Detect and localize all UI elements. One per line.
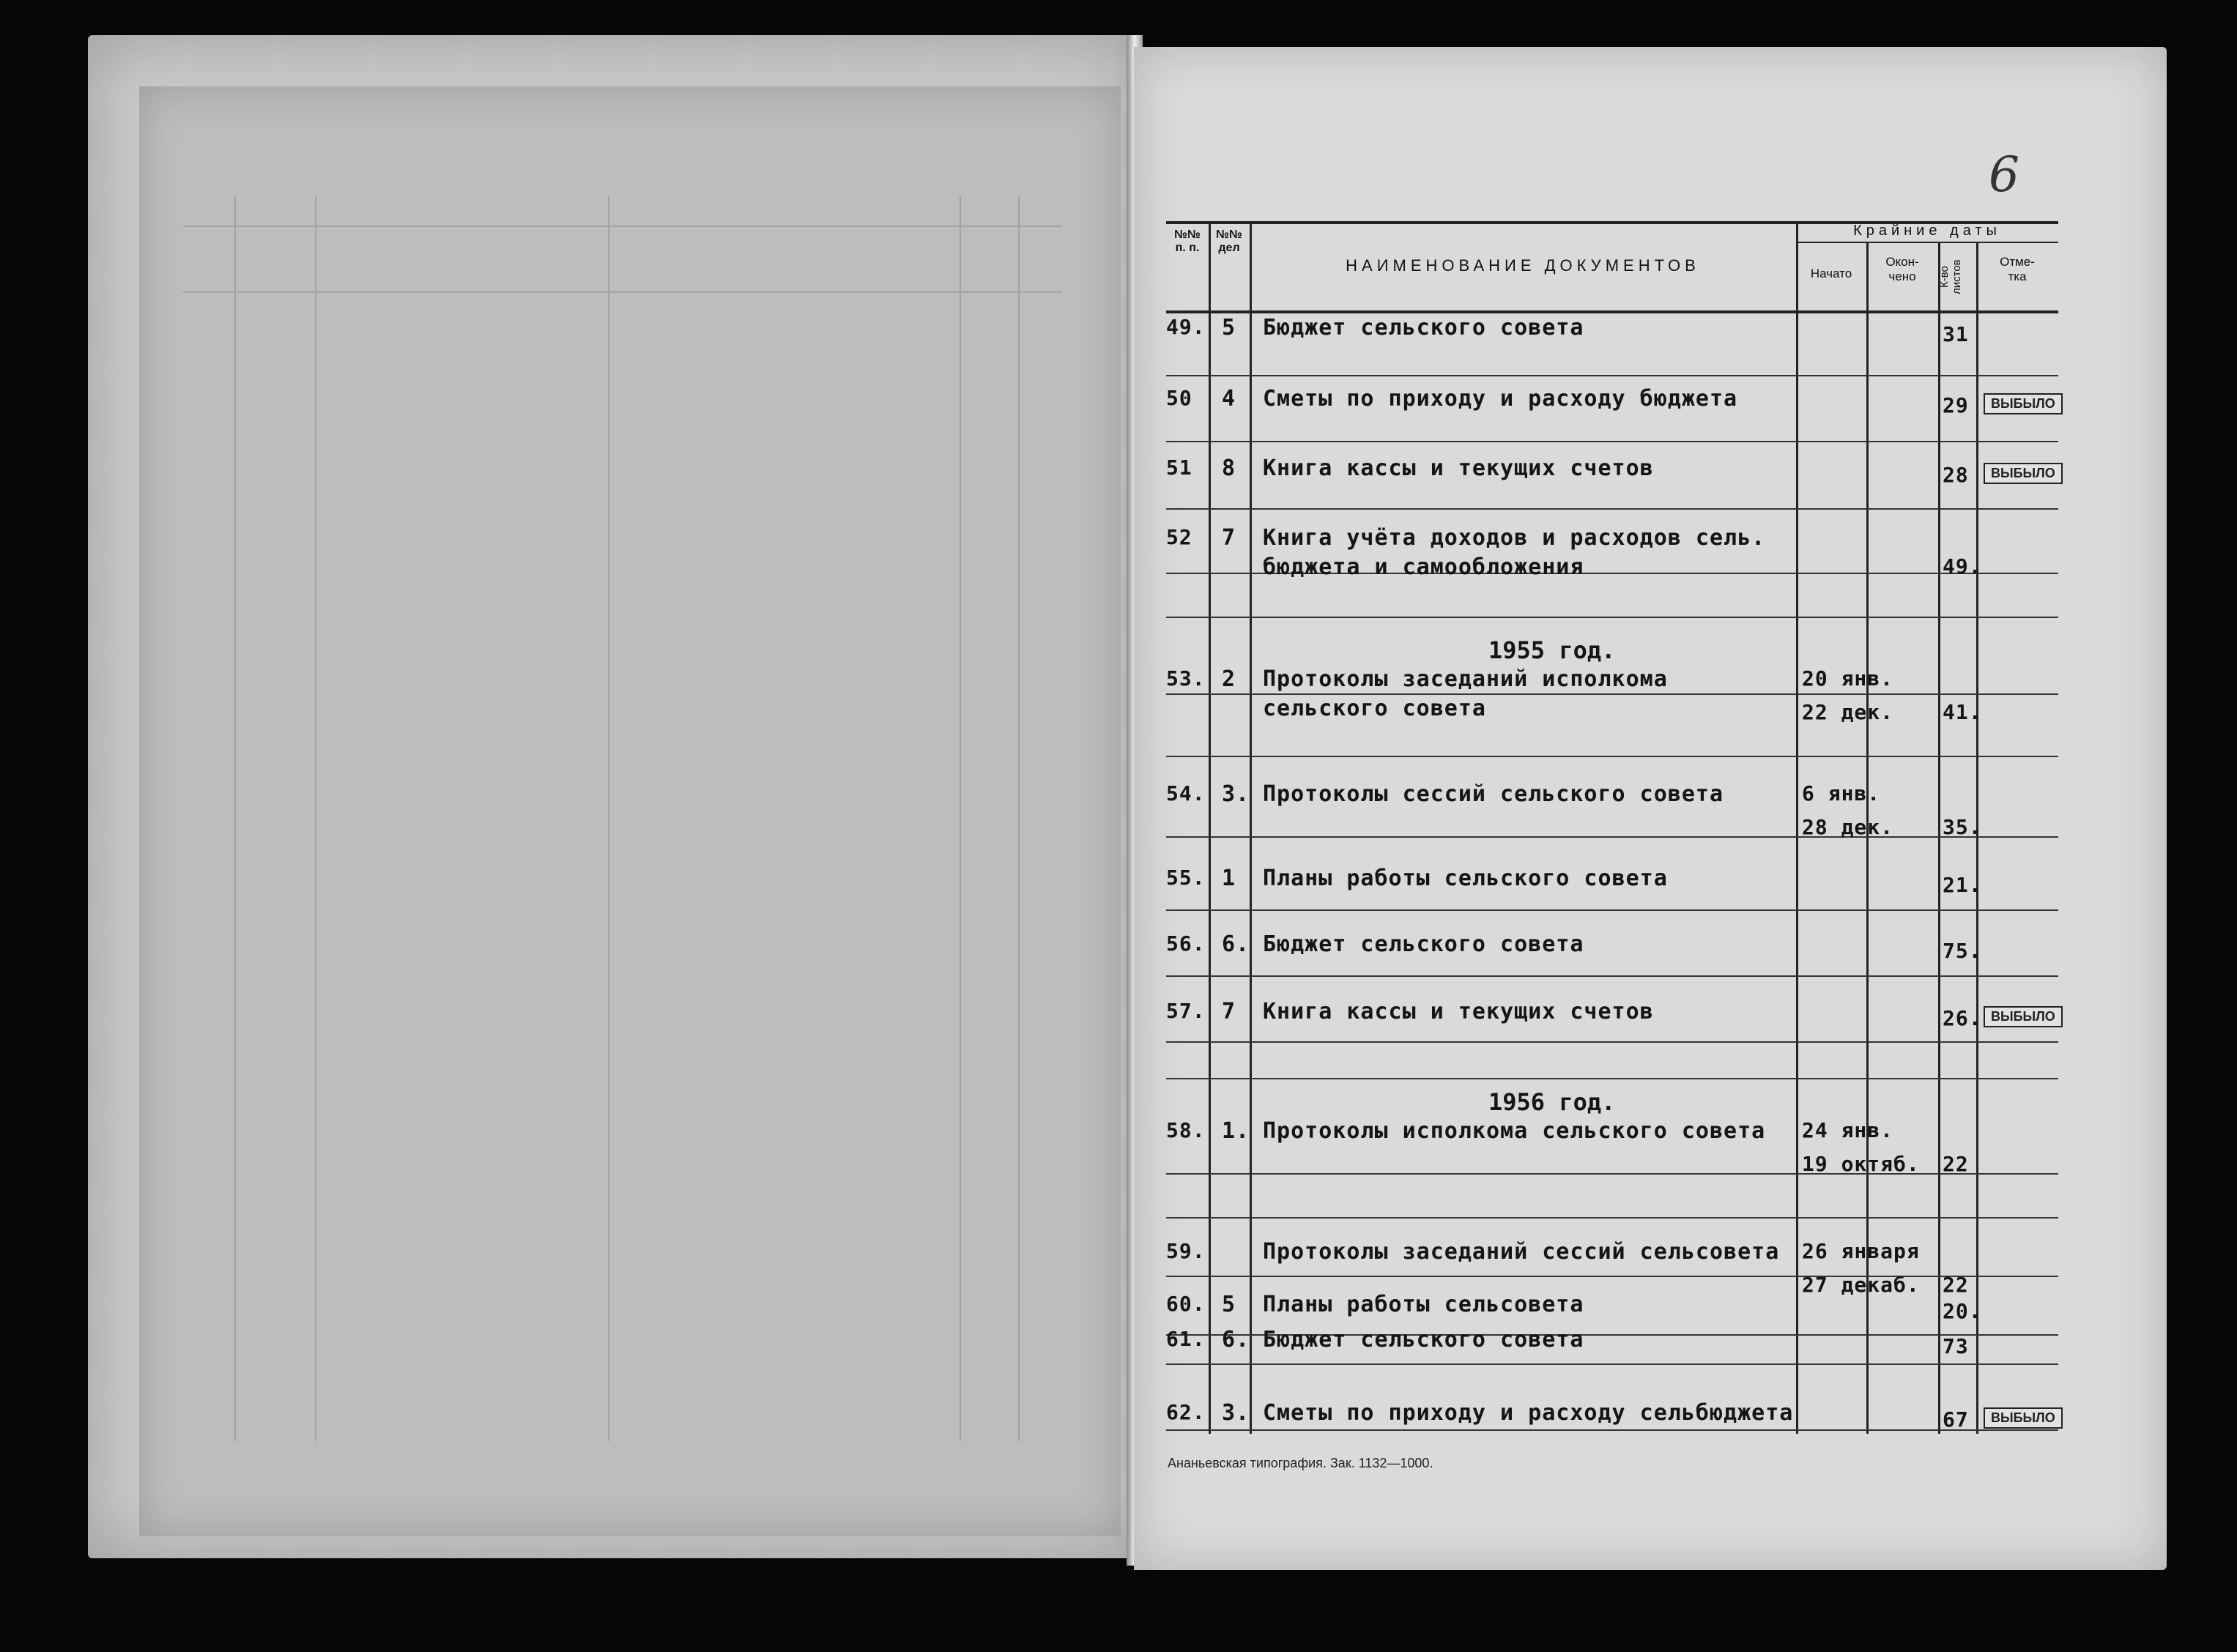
column-header-sheet-count: К-во листов — [1938, 259, 1963, 294]
date-range: 27 декаб. — [1802, 1273, 1920, 1297]
sheet-count: 26. — [1943, 1006, 1982, 1030]
file-number: 7 — [1222, 999, 1236, 1024]
document-title: бюджета и самообложения — [1263, 554, 1584, 580]
table-rule — [1166, 1041, 2058, 1043]
column-header-remark: Отме- тка — [2000, 255, 2035, 283]
file-number: 3. — [1222, 781, 1250, 807]
left-page-bleedthrough — [183, 196, 1062, 1441]
document-title: Книга кассы и текущих счетов — [1263, 999, 1654, 1024]
sheet-count: 21. — [1943, 873, 1982, 897]
document-title: Бюджет сельского совета — [1263, 315, 1584, 341]
file-number: 5 — [1222, 315, 1236, 341]
table-rule — [1166, 617, 2058, 618]
table-rule — [1166, 1217, 2058, 1218]
date-range: 6 янв. — [1802, 781, 1881, 805]
table-rule — [1166, 508, 2058, 510]
file-number: 6. — [1222, 1327, 1250, 1353]
column-header-item-number: №№ п. п. — [1174, 228, 1201, 254]
item-number: 59. — [1166, 1239, 1206, 1263]
file-number: 6. — [1222, 931, 1250, 957]
sheet-count: 31 — [1943, 322, 1969, 346]
sheet-count: 67 — [1943, 1407, 1969, 1432]
date-range: 28 дек. — [1802, 815, 1894, 839]
table-rule — [1166, 909, 2058, 911]
date-range: 24 янв. — [1802, 1118, 1894, 1142]
document-title: Планы работы сельсовета — [1263, 1292, 1584, 1317]
file-number: 7 — [1222, 525, 1236, 551]
item-number: 52 — [1166, 525, 1192, 549]
item-number: 58. — [1166, 1118, 1206, 1142]
table-rule — [1166, 756, 2058, 757]
sheet-count: 75. — [1943, 939, 1982, 963]
sheet-count: 73 — [1943, 1334, 1969, 1358]
document-inventory-table — [1166, 221, 2058, 1434]
table-rule — [1166, 836, 2058, 838]
item-number: 51 — [1166, 455, 1192, 480]
date-range: 20 янв. — [1802, 666, 1894, 691]
document-title: Протоколы заседаний сессий сельсовета — [1263, 1239, 1780, 1265]
file-number: 1 — [1222, 866, 1236, 891]
table-rule — [1166, 1276, 2058, 1277]
sheet-count: 29 — [1943, 393, 1969, 417]
column-header-document-title: НАИМЕНОВАНИЕ ДОКУМЕНТОВ — [1346, 256, 1700, 275]
date-range: 26 января — [1802, 1239, 1920, 1263]
item-number: 54. — [1166, 781, 1206, 805]
date-range: 22 дек. — [1802, 700, 1894, 724]
table-rule — [1166, 693, 2058, 695]
document-title: Бюджет сельского совета — [1263, 1327, 1584, 1353]
document-title: Сметы по приходу и расходу бюджета — [1263, 386, 1738, 412]
year-heading: 1956 год. — [1488, 1088, 1616, 1116]
sheet-count: 20. — [1943, 1299, 1982, 1323]
year-heading: 1955 год. — [1488, 636, 1616, 664]
item-number: 62. — [1166, 1400, 1206, 1424]
item-number: 61. — [1166, 1327, 1206, 1351]
item-number: 50 — [1166, 386, 1192, 410]
withdrawn-stamp: ВЫБЫЛО — [1984, 463, 2063, 484]
item-number: 56. — [1166, 931, 1206, 956]
sheet-count: 49. — [1943, 554, 1982, 578]
file-number: 4 — [1222, 386, 1236, 412]
document-title: Протоколы исполкома сельского совета — [1263, 1118, 1766, 1144]
sheet-count: 41. — [1943, 700, 1982, 724]
table-rule — [1166, 1363, 2058, 1365]
table-rule — [1166, 1429, 2058, 1431]
file-number: 5 — [1222, 1292, 1236, 1317]
handwritten-page-number: 6 — [1989, 146, 2019, 203]
document-title: Протоколы сессий сельского совета — [1263, 781, 1724, 807]
table-rule — [1166, 375, 2058, 376]
withdrawn-stamp: ВЫБЫЛО — [1984, 1006, 2063, 1027]
document-title: сельского совета — [1263, 696, 1486, 721]
file-number: 1. — [1222, 1118, 1250, 1144]
file-number: 2 — [1222, 666, 1236, 692]
sheet-count: 22 — [1943, 1273, 1969, 1297]
file-number: 3. — [1222, 1400, 1250, 1426]
item-number: 57. — [1166, 999, 1206, 1023]
document-title: Сметы по приходу и расходу сельбюджета — [1263, 1400, 1794, 1426]
sheet-count: 28 — [1943, 463, 1969, 487]
column-header-date-range: Крайние даты — [1853, 223, 2001, 239]
date-range: 19 октяб. — [1802, 1152, 1920, 1176]
column-header-end-date: Окон- чено — [1885, 255, 1919, 283]
sheet-count: 22 — [1943, 1152, 1969, 1176]
withdrawn-stamp: ВЫБЫЛО — [1984, 1407, 2063, 1429]
table-rule — [1166, 1078, 2058, 1079]
left-page — [88, 35, 1135, 1558]
document-title: Бюджет сельского совета — [1263, 931, 1584, 957]
item-number: 55. — [1166, 866, 1206, 890]
item-number: 49. — [1166, 315, 1206, 339]
printer-imprint: Ананьевская типография. Зак. 1132—1000. — [1168, 1456, 1433, 1470]
table-rule — [1166, 1173, 2058, 1175]
item-number: 60. — [1166, 1292, 1206, 1316]
column-header-start-date: Начато — [1810, 267, 1852, 280]
file-number: 8 — [1222, 455, 1236, 481]
document-title: Планы работы сельского совета — [1263, 866, 1668, 891]
document-title: Протоколы заседаний исполкома — [1263, 666, 1668, 692]
sheet-count: 35. — [1943, 815, 1982, 839]
table-rule — [1166, 441, 2058, 442]
document-title: Книга кассы и текущих счетов — [1263, 455, 1654, 481]
document-title: Книга учёта доходов и расходов сель. — [1263, 525, 1766, 551]
table-rule — [1166, 975, 2058, 977]
column-header-file-number: №№ дел — [1216, 228, 1242, 254]
item-number: 53. — [1166, 666, 1206, 691]
withdrawn-stamp: ВЫБЫЛО — [1984, 393, 2063, 414]
